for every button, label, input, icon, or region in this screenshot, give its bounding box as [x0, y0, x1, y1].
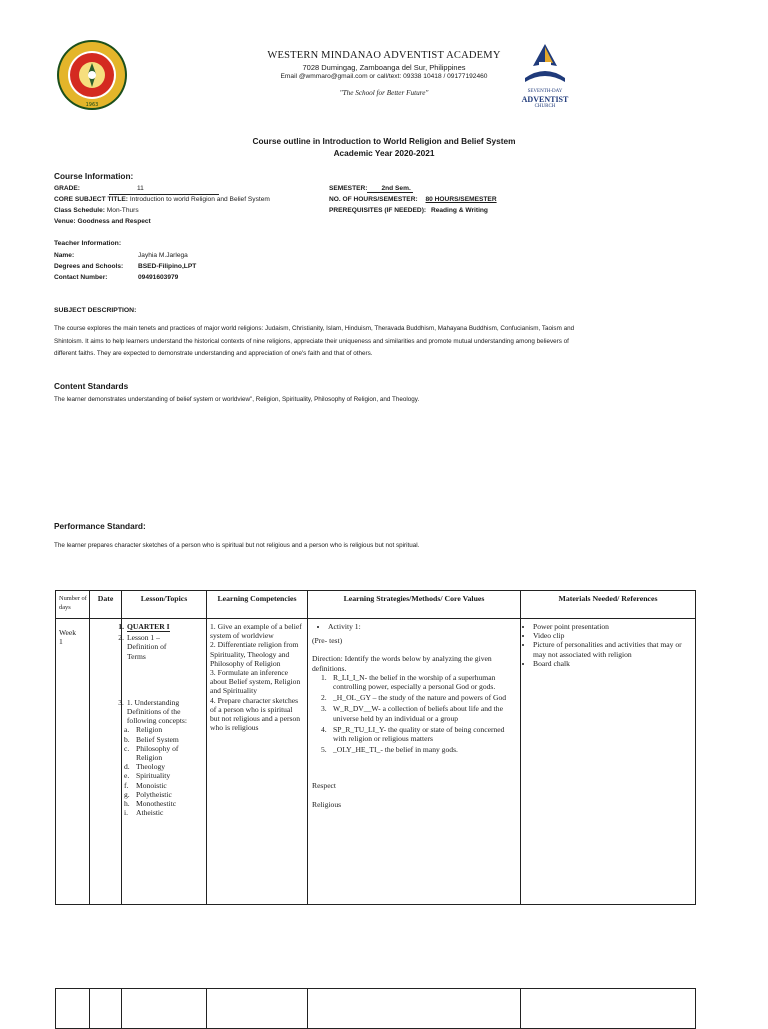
- lesson-item-number: 1.: [118, 622, 124, 631]
- document-title: Course outline in Introduction to World Religion and Belief System: [252, 136, 516, 146]
- concept-text: Monoistic: [136, 780, 167, 790]
- concept-text: Belief System: [136, 734, 179, 744]
- church-name-line2: ADVENTIST: [521, 95, 569, 104]
- performance-standard-heading: Performance Standard:: [54, 521, 146, 531]
- concept-item: [124, 781, 204, 790]
- prereq-value: Reading & Writing: [430, 207, 488, 214]
- venue-value: Goodness and Respect: [77, 218, 151, 225]
- pretest-item: [321, 704, 514, 722]
- school-address: 7028 Dumingag, Zamboanga del Sur, Philippines: [302, 63, 466, 72]
- week-label: Week 1: [59, 628, 77, 647]
- contact-number-value: 09491603979: [138, 274, 179, 281]
- concept-text: Polytheistic: [136, 789, 172, 799]
- strategies-cell: [308, 619, 521, 905]
- concept-item: [124, 762, 204, 771]
- school-name: WESTERN MINDANAO ADVENTIST ACADEMY: [267, 50, 501, 61]
- competency-item: 1. Give an example of a belief system of worldview: [210, 622, 302, 641]
- concept-marker: d.: [124, 762, 130, 772]
- date-cell: [90, 619, 122, 905]
- empty-cell: [122, 989, 207, 1029]
- content-standards-heading: Content Standards: [54, 381, 129, 391]
- material-item: • Power point presentation: [533, 622, 692, 631]
- hours-value: 80 HOURS/SEMESTER: [425, 196, 497, 203]
- materials-cell: [521, 619, 696, 905]
- empty-cell: [56, 989, 90, 1029]
- teacher-name-label: Name:: [54, 252, 75, 259]
- concept-marker: f.: [124, 780, 129, 790]
- concept-text: Religion: [136, 725, 163, 735]
- schedule-row: [54, 207, 139, 214]
- academic-year: Academic Year 2020-2021: [333, 148, 435, 158]
- pretest-item: [321, 725, 514, 743]
- table-header-row: [56, 591, 696, 619]
- semester-value: 2nd Sem.: [367, 185, 412, 193]
- concept-marker: h.: [124, 799, 130, 809]
- pretest-item-text: _H_OL_GY – the study of the nature and powers of God: [333, 693, 507, 703]
- pretest-items: [312, 673, 514, 755]
- subject-description-line: different faiths. They are expected to demonstrate understanding and appreciation of one's faith and that of others.: [54, 350, 373, 357]
- venue-row: [54, 218, 151, 225]
- pretest-item-number: 4.: [321, 724, 327, 734]
- course-outline-table-continued: [55, 988, 696, 1029]
- competency-item: 2. Differentiate religion from Spirituality, Theology and Philosophy of Religion: [210, 640, 299, 668]
- grade-label: GRADE:: [54, 185, 81, 192]
- grade-value: 11: [109, 185, 219, 195]
- concepts-list: [124, 725, 204, 817]
- concept-marker: g.: [124, 789, 130, 799]
- venue-label: Venue:: [54, 218, 76, 225]
- pretest-item-number: 3.: [321, 704, 327, 714]
- pretest-item: [321, 745, 514, 754]
- quarter-label: QUARTER I: [127, 622, 170, 631]
- prereq-row: [329, 207, 488, 214]
- school-motto: "The School for Better Future": [339, 89, 429, 97]
- header-strategies: Learning Strategies/Methods/ Core Values: [308, 591, 521, 619]
- schedule-value: Mon-Thurs: [106, 207, 139, 214]
- subject-description-text: [54, 323, 754, 361]
- competency-item: 3. Formulate an inference about Belief system, Religion and Spirituality: [210, 668, 301, 696]
- header-materials: Materials Needed/ References: [521, 591, 696, 619]
- concept-item: [124, 808, 204, 817]
- material-item: • Picture of personalities and activities that may or may not associated with religion: [533, 640, 692, 658]
- course-info-heading: Course Information:: [54, 171, 134, 181]
- concept-text: Theology: [136, 762, 166, 772]
- competency-item: 4. Prepare character sketches of a person who is spiritual but not religious and a person who is religious: [210, 695, 301, 733]
- teacher-name-value: Jayhia M.Jarlega: [138, 252, 188, 259]
- core-subject-label: CORE SUBJECT TITLE:: [54, 196, 128, 203]
- concept-marker: c.: [124, 743, 130, 753]
- concept-item: [124, 771, 204, 780]
- lesson-item: [118, 697, 204, 726]
- lesson-subtitle: 1. Understanding Definitions of the following concepts:: [126, 697, 187, 726]
- concept-text: Atheistic: [136, 808, 164, 818]
- material-item: • Board chalk: [533, 659, 692, 668]
- competencies-cell: [207, 619, 308, 905]
- concept-marker: i.: [124, 808, 129, 818]
- pretest-item-number: 2.: [321, 693, 327, 703]
- content-standards-text: The learner demonstrates understanding of belief system or worldview", Religion, Spirituality, Philosophy of Religion, and Theology.: [54, 396, 420, 403]
- prereq-label: PREREQUISITES (IF NEEDED):: [329, 207, 427, 214]
- core-value-respect: Respect: [312, 781, 337, 791]
- schedule-label: Class Schedule:: [54, 207, 105, 214]
- activity-label: • Activity 1:: [328, 622, 514, 631]
- empty-cell: [521, 989, 696, 1029]
- empty-cell: [207, 989, 308, 1029]
- pretest-item: [321, 693, 514, 702]
- concept-item: [124, 790, 204, 799]
- concept-text: Spirituality: [136, 771, 171, 781]
- pretest-item-text: _OLY_HE_TI_- the belief in many gods.: [333, 745, 458, 755]
- subject-description-heading: SUBJECT DESCRIPTION:: [54, 307, 137, 314]
- empty-cell: [90, 989, 122, 1029]
- concept-item: [124, 725, 204, 734]
- concept-text: Monothestitc: [136, 799, 177, 809]
- lesson-item-number: 3.: [118, 697, 124, 707]
- school-contact: Email @wmmaro@gmail.com or call/text: 09338 10418 / 09177192460: [280, 73, 488, 80]
- table-row: [56, 619, 696, 905]
- hours-row: [329, 196, 497, 203]
- concept-text: Philosophy of Religion: [136, 743, 179, 763]
- lesson-cell: [118, 619, 207, 905]
- header-competencies: Learning Competencies: [207, 591, 308, 619]
- concept-marker: a.: [124, 725, 130, 735]
- week-cell: [56, 619, 90, 905]
- semester-row: [329, 185, 413, 193]
- direction-text: Direction: Identify the words below by analyzing the given definitions.: [312, 654, 492, 673]
- empty-cell: [308, 989, 521, 1029]
- concept-item: [124, 735, 204, 744]
- pretest-item-text: R_LI_I_N- the belief in the worship of a superhuman controlling power, especially a personal God or gods.: [333, 672, 496, 692]
- concept-item: [124, 744, 204, 762]
- degrees-value: BSED-Filipino,LPT: [138, 263, 197, 270]
- subject-description-line: The course explores the main tenets and practices of major world religions: Judaism, Christianity, Islam, Hinduism, Theravada Buddhism, Mahayana Buddhism, Confucianism, Taoism and: [54, 325, 575, 332]
- lesson-item: [118, 633, 204, 661]
- core-subject-row: [54, 196, 270, 203]
- lesson-item-number: 2.: [118, 633, 124, 643]
- pretest-item-text: W_R_DV__W- a collection of beliefs about life and the universe held by an individual or a group: [333, 704, 503, 723]
- pretest-label: (Pre- test): [312, 636, 343, 646]
- pretest-item-text: SP_R_TU_LI_Y- the quality or state of being concerned with religion or religious matters: [333, 724, 505, 744]
- header-date: Date: [90, 591, 122, 619]
- concept-marker: e.: [124, 771, 130, 781]
- contact-number-label: Contact Number:: [54, 274, 108, 281]
- performance-standard-text: The learner prepares character sketches of a person who is spiritual but not religious and a person who is religious but not spiritual.: [54, 542, 420, 549]
- degrees-label: Degrees and Schools:: [54, 263, 124, 270]
- pretest-item: [321, 673, 514, 691]
- church-name-line1: SEVENTH-DAY: [527, 89, 563, 94]
- teacher-info-heading: Teacher Information:: [54, 240, 122, 247]
- semester-label: SEMESTER:: [329, 185, 368, 192]
- concept-item: [124, 799, 204, 808]
- course-outline-table: [55, 590, 696, 905]
- pretest-item-number: 1.: [321, 672, 327, 682]
- svg-text:1963: 1963: [85, 102, 99, 108]
- subject-description-line: Shintoism. It aims to help learners understand the historical contexts of nine religions, appreciate their uniqueness and similarities and promote mutual understanding among believers of: [54, 337, 569, 345]
- hours-label: NO. OF HOURS/SEMESTER:: [329, 196, 418, 203]
- material-item: • Video clip: [533, 631, 692, 640]
- core-value-religious: Religious: [312, 799, 342, 809]
- header-lesson: Lesson/Topics: [122, 591, 207, 619]
- core-subject-value: Introduction to world Religion and Belief System: [129, 196, 270, 203]
- lesson-item: [118, 622, 204, 632]
- concept-marker: b.: [124, 734, 130, 744]
- table-row: [56, 989, 696, 1029]
- pretest-item-number: 5.: [321, 745, 327, 755]
- lesson-title: Lesson 1 – Definition of Terms: [127, 633, 167, 661]
- header-days: Number of days: [56, 591, 90, 619]
- church-name-line3: CHURCH: [534, 104, 556, 109]
